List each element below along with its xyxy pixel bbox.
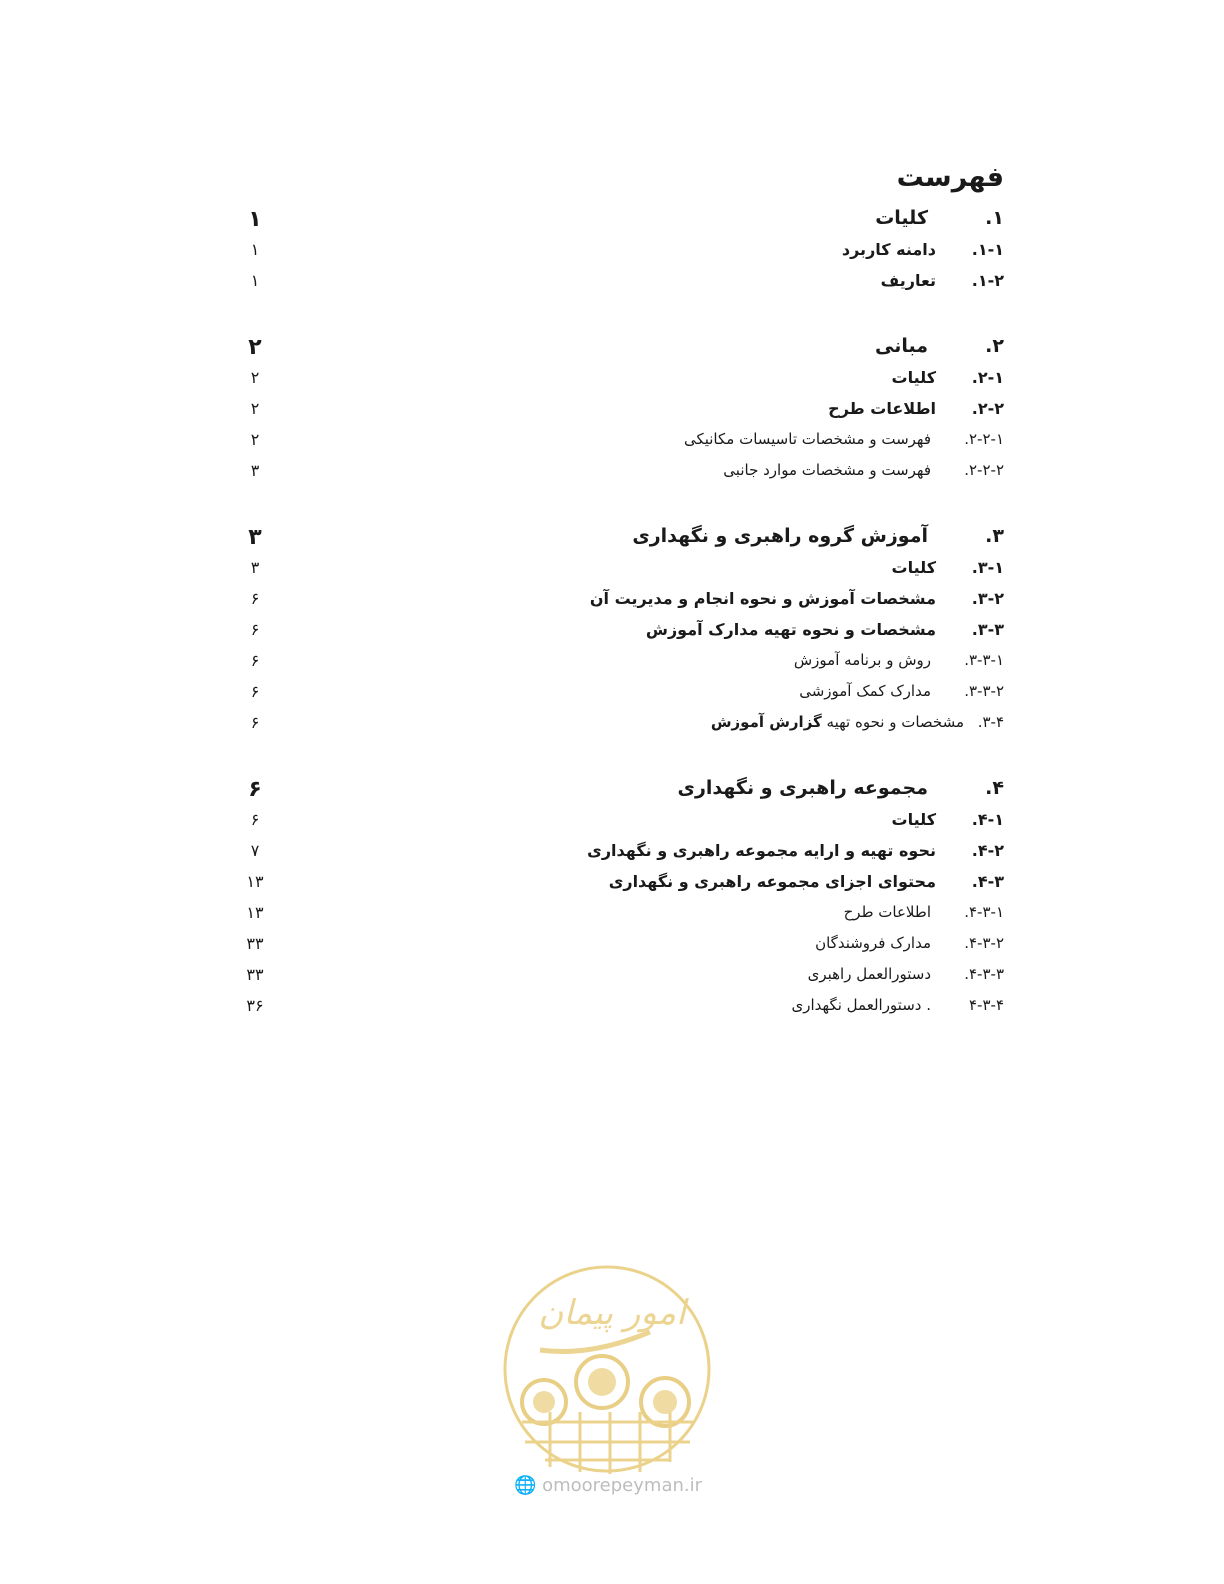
toc-entry-title: دامنه کاربرد bbox=[841, 240, 936, 259]
toc-entry-number: ۳-۴. bbox=[977, 713, 1004, 731]
toc-entry-number: ۲-۱. bbox=[971, 368, 1004, 387]
toc-entry-title: کلیات bbox=[891, 558, 936, 577]
toc-entry-number: ۴-۳-۲. bbox=[964, 934, 1004, 952]
toc-entry-title: آموزش گروه راهبری و نگهداری bbox=[632, 525, 928, 547]
toc-entry-number: ۴-۳-۱. bbox=[964, 903, 1004, 921]
toc-entry-page: ۷ bbox=[250, 841, 260, 860]
toc-entry-title: مشخصات و نحوه تهیه مدارک آموزش bbox=[645, 620, 936, 639]
toc-entry-page: ۲ bbox=[250, 368, 260, 387]
toc-entry-title: مدارک کمک آموزشی bbox=[799, 682, 931, 700]
toc-entry-title: مشخصات آموزش و نحوه انجام و مدیریت آن bbox=[589, 589, 936, 608]
toc-entry-title: کلیات bbox=[891, 368, 936, 387]
toc-entry-page: ۱ bbox=[250, 240, 260, 259]
toc-entry-page: ۳۳ bbox=[246, 934, 264, 953]
toc-entry[interactable] bbox=[0, 620, 1224, 650]
toc-entry-number: ۴-۳-۴ bbox=[969, 996, 1004, 1014]
toc-entry-page: ۶ bbox=[250, 651, 260, 670]
toc-entry-number: ۴-۲. bbox=[971, 841, 1004, 860]
omoorepeyman-logo bbox=[500, 1262, 715, 1477]
toc-entry-number: ۲-۲-۱. bbox=[964, 430, 1004, 448]
toc-entry[interactable] bbox=[0, 461, 1224, 491]
toc-entry[interactable] bbox=[0, 810, 1224, 840]
toc-entry-page: ۳۳ bbox=[246, 965, 264, 984]
toc-entry-title: مبانی bbox=[874, 335, 928, 357]
page-title: فهرست bbox=[896, 162, 1004, 193]
toc-entry-title: روش و برنامه آموزش bbox=[793, 651, 931, 669]
toc-entry-title: اطلاعات طرح bbox=[843, 903, 931, 921]
toc-entry-title bbox=[711, 713, 964, 731]
toc-entry-title: اطلاعات طرح bbox=[828, 399, 936, 418]
toc-entry-title: نحوه تهیه و ارایه مجموعه راهبری و نگهداری bbox=[587, 841, 936, 860]
toc-entry[interactable] bbox=[0, 399, 1224, 429]
toc-entry[interactable] bbox=[0, 430, 1224, 460]
toc-entry[interactable] bbox=[0, 525, 1224, 555]
toc-entry-page: ۲ bbox=[250, 399, 260, 418]
toc-entry-page: ۶ bbox=[250, 589, 260, 608]
toc-entry[interactable] bbox=[0, 651, 1224, 681]
toc-entry[interactable] bbox=[0, 240, 1224, 270]
toc-entry-page: ۶ bbox=[250, 620, 260, 639]
toc-entry-page: ۳ bbox=[250, 558, 260, 577]
toc-entry[interactable] bbox=[0, 335, 1224, 365]
toc-entry-number: ۱-۲. bbox=[971, 271, 1004, 290]
toc-entry[interactable] bbox=[0, 934, 1224, 964]
toc-entry-page: ۱۳ bbox=[246, 903, 264, 922]
toc-entry[interactable] bbox=[0, 207, 1224, 237]
toc-entry[interactable] bbox=[0, 271, 1224, 301]
toc-entry[interactable] bbox=[0, 872, 1224, 902]
logo-calligraphy: امور پیمان bbox=[538, 1293, 686, 1333]
toc-entry-title: کلیات bbox=[891, 810, 936, 829]
toc-entry-title: مجموعه راهبری و نگهداری bbox=[677, 777, 928, 799]
toc-entry-title: فهرست و مشخصات موارد جانبی bbox=[723, 461, 931, 479]
toc-entry-title: دستورالعمل راهبری bbox=[807, 965, 931, 983]
toc-entry-number: ۳-۳-۲. bbox=[964, 682, 1004, 700]
toc-entry-number: ۳-۳. bbox=[971, 620, 1004, 639]
toc-entry-title: تعاریف bbox=[880, 271, 936, 290]
toc-entry[interactable] bbox=[0, 368, 1224, 398]
toc-entry-title: کلیات bbox=[875, 207, 928, 229]
toc-entry-number: ۴-۳. bbox=[971, 872, 1004, 891]
toc-entry-number: ۴. bbox=[985, 777, 1004, 799]
toc-entry-page: ۱۳ bbox=[246, 872, 264, 891]
toc-entry-number: ۲. bbox=[985, 335, 1004, 357]
toc-entry[interactable] bbox=[0, 682, 1224, 712]
toc-entry-number: ۱-۱. bbox=[971, 240, 1004, 259]
toc-entry[interactable] bbox=[0, 996, 1224, 1026]
toc-entry-page: ۳۶ bbox=[246, 996, 264, 1015]
toc-entry-number: ۲-۲-۲. bbox=[964, 461, 1004, 479]
toc-entry-page: ۳ bbox=[250, 461, 260, 480]
toc-entry-title-text: مشخصات و نحوه تهیه bbox=[826, 713, 964, 731]
toc-entry[interactable] bbox=[0, 558, 1224, 588]
toc-entry[interactable] bbox=[0, 841, 1224, 871]
toc-entry-page: ۶ bbox=[250, 713, 260, 732]
toc-entry-number: ۳-۱. bbox=[971, 558, 1004, 577]
toc-entry-number: ۳-۲. bbox=[971, 589, 1004, 608]
toc-entry-title: فهرست و مشخصات تاسیسات مکانیکی bbox=[683, 430, 931, 448]
toc-entry-page: ۳ bbox=[248, 525, 262, 550]
toc-entry-page: ۲ bbox=[248, 335, 262, 360]
toc-entry-number: ۱. bbox=[985, 207, 1004, 229]
website-url: 🌐 omoorepeyman.ir bbox=[513, 1475, 703, 1496]
toc-entry-title: مدارک فروشندگان bbox=[815, 934, 931, 952]
toc-entry-number: ۳-۳-۱. bbox=[964, 651, 1004, 669]
toc-entry-page: ۱ bbox=[248, 207, 262, 232]
toc-entry[interactable] bbox=[0, 903, 1224, 933]
toc-entry-page: ۶ bbox=[248, 777, 262, 802]
toc-entry-number: ۳. bbox=[985, 525, 1004, 547]
toc-entry-title: محتوای اجزای مجموعه راهبری و نگهداری bbox=[608, 872, 936, 891]
toc-entry-page: ۲ bbox=[250, 430, 260, 449]
toc-entry-title: . دستورالعمل نگهداری bbox=[791, 996, 931, 1014]
toc-entry-number: ۴-۱. bbox=[971, 810, 1004, 829]
toc-entry-number: ۴-۳-۳. bbox=[964, 965, 1004, 983]
toc-entry[interactable] bbox=[0, 713, 1224, 743]
toc-entry-number: ۲-۲. bbox=[971, 399, 1004, 418]
toc-entry-page: ۱ bbox=[250, 271, 260, 290]
toc-entry-page: ۶ bbox=[250, 682, 260, 701]
toc-entry-title-bold: گزارش آموزش bbox=[710, 713, 822, 731]
toc-entry-page: ۶ bbox=[250, 810, 260, 829]
toc-entry[interactable] bbox=[0, 777, 1224, 807]
toc-entry[interactable] bbox=[0, 965, 1224, 995]
toc-entry[interactable] bbox=[0, 589, 1224, 619]
